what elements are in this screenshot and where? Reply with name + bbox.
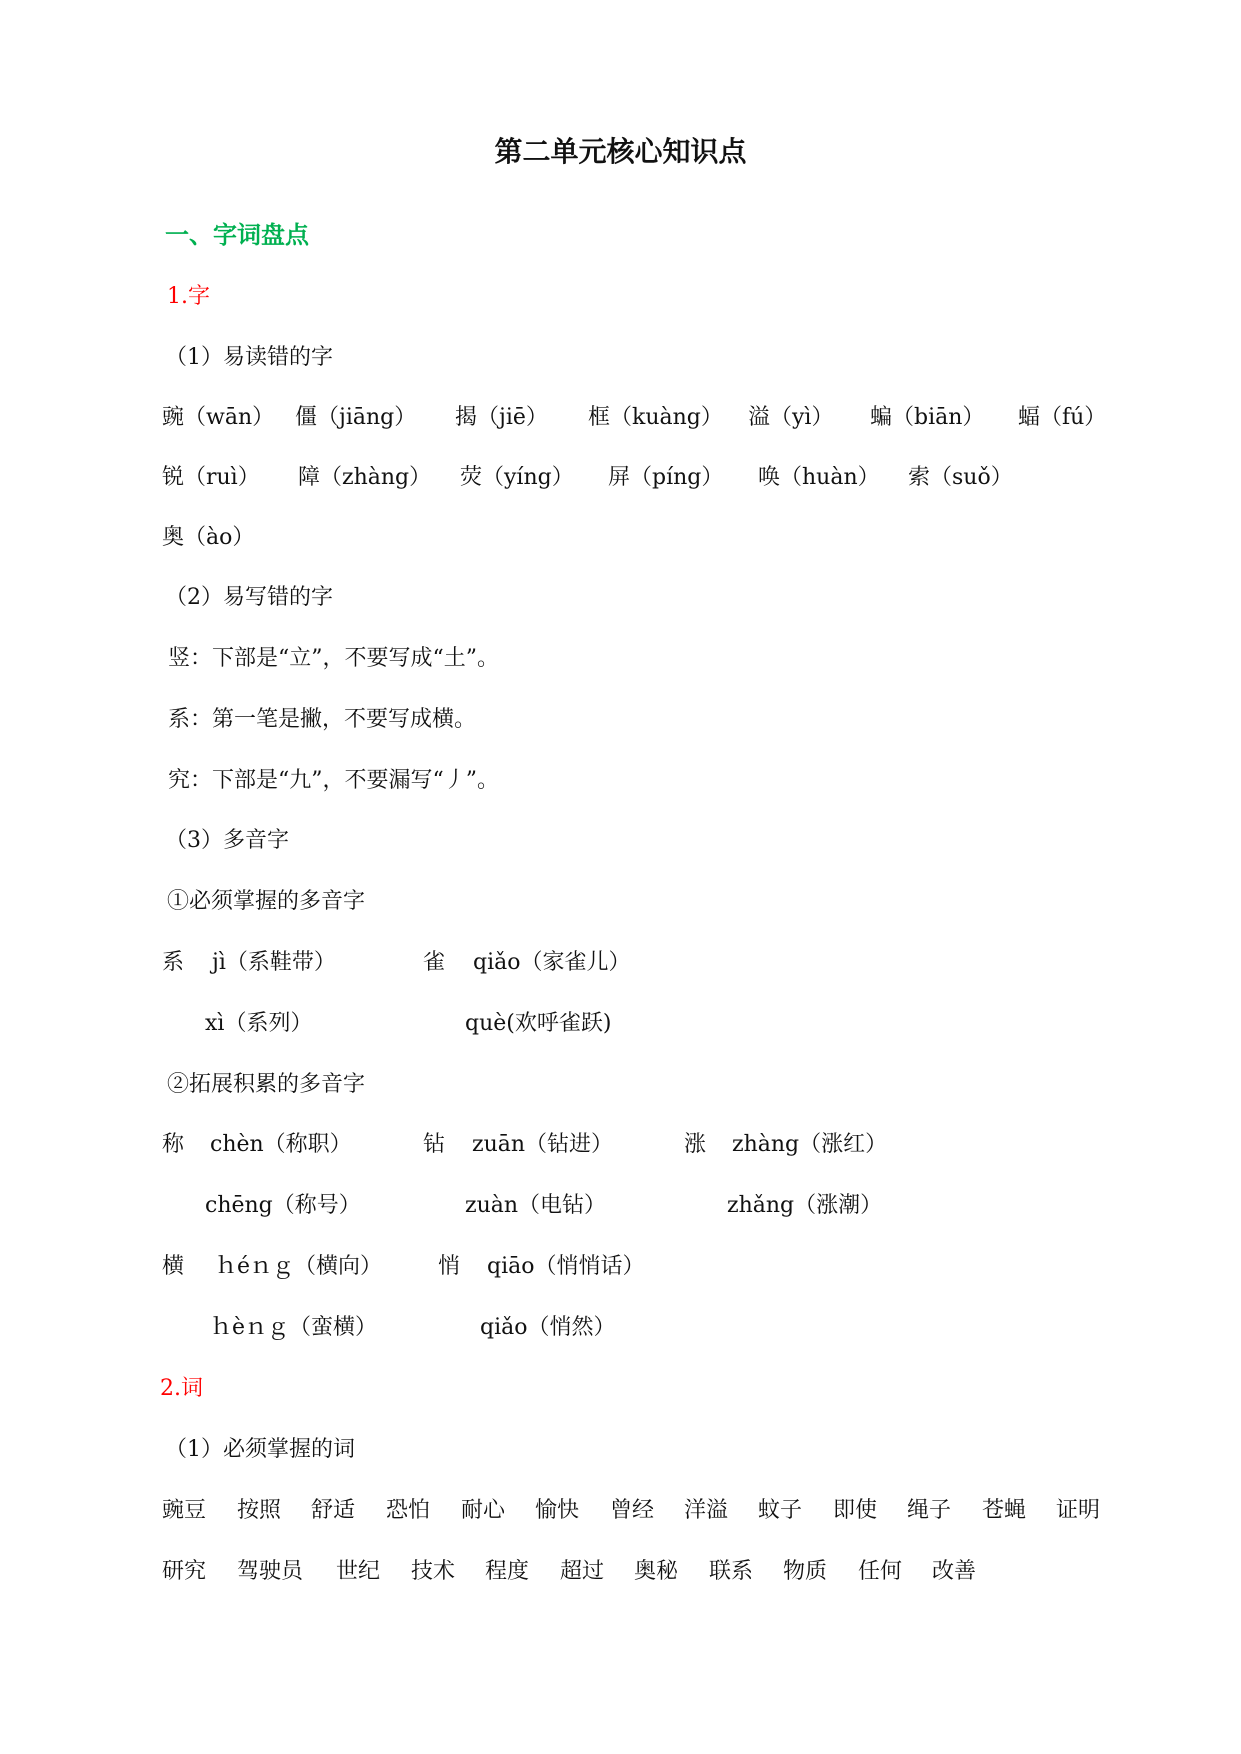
pinyin-item: 蝠（fú）	[1018, 405, 1107, 430]
word-item: 即使	[833, 1498, 878, 1523]
heading-must-words: （1）必须掌握的词	[165, 1437, 355, 1462]
polyphonic-reading: zhǎng（涨潮）	[727, 1193, 883, 1218]
pinyin-item: 奥（ào）	[162, 525, 255, 550]
polyphonic-reading: chēng（称号）	[205, 1193, 361, 1218]
word-item: 奥秘	[634, 1559, 679, 1584]
word-item: 研究	[162, 1559, 207, 1584]
word-item: 舒适	[311, 1498, 356, 1523]
pinyin-item: 屏（píng）	[608, 465, 724, 490]
subsection-heading-words: 2.词	[160, 1376, 203, 1401]
word-item: 驾驶员	[237, 1559, 304, 1584]
word-item: 程度	[485, 1559, 530, 1584]
polyphonic-char: 系	[162, 950, 185, 975]
polyphonic-reading: qiǎo（家雀儿）	[473, 950, 631, 975]
easy-write-item: 竖：下部是“立”，不要写成“土”。	[168, 646, 499, 671]
word-item: 任何	[858, 1559, 903, 1584]
easy-write-item: 究：下部是“九”，不要漏写“丿”。	[168, 768, 499, 793]
word-item: 技术	[411, 1559, 456, 1584]
word-item: 超过	[560, 1559, 605, 1584]
word-item: 豌豆	[162, 1498, 207, 1523]
subsection-heading-characters: 1.字	[167, 284, 210, 309]
word-item: 按照	[237, 1498, 282, 1523]
pinyin-item: 溢（yì）	[748, 405, 834, 430]
polyphonic-reading: ｈéｎｇ（横向）	[215, 1254, 383, 1279]
polyphonic-char: 横	[162, 1254, 185, 1279]
pinyin-item: 索（suǒ）	[908, 465, 1013, 490]
pinyin-item: 框（kuàng）	[588, 405, 723, 430]
pinyin-item: 豌（wān）	[162, 405, 275, 430]
polyphonic-reading: chèn（称职）	[210, 1132, 352, 1157]
polyphonic-reading: qiǎo（悄然）	[480, 1315, 616, 1340]
word-item: 改善	[932, 1559, 977, 1584]
polyphonic-reading: zuān（钻进）	[472, 1132, 614, 1157]
polyphonic-reading: ｈèｎｇ（蛮横）	[210, 1315, 378, 1340]
word-item: 证明	[1056, 1498, 1101, 1523]
pinyin-item: 唤（huàn）	[758, 465, 880, 490]
polyphonic-reading: què(欢呼雀跃)	[465, 1011, 612, 1036]
heading-easy-read: （1）易读错的字	[165, 345, 333, 370]
pinyin-item: 荧（yíng）	[460, 465, 574, 490]
word-item: 世纪	[336, 1559, 381, 1584]
heading-polyphonic: （3）多音字	[165, 828, 289, 853]
pinyin-item: 僵（jiāng）	[295, 405, 417, 430]
word-item: 耐心	[461, 1498, 506, 1523]
heading-must-polyphonic: ①必须掌握的多音字	[167, 889, 366, 914]
polyphonic-char: 涨	[684, 1132, 707, 1157]
heading-extend-polyphonic: ②拓展积累的多音字	[167, 1072, 366, 1097]
word-item: 绳子	[907, 1498, 952, 1523]
polyphonic-reading: zhàng（涨红）	[732, 1132, 888, 1157]
word-item: 苍蝇	[982, 1498, 1027, 1523]
word-item: 愉快	[535, 1498, 580, 1523]
word-item: 蚊子	[758, 1498, 803, 1523]
word-item: 曾经	[610, 1498, 655, 1523]
page-title: 第二单元核心知识点	[494, 135, 747, 168]
polyphonic-reading: zuàn（电钻）	[465, 1193, 607, 1218]
polyphonic-char: 称	[162, 1132, 185, 1157]
polyphonic-reading: qiāo（悄悄话）	[487, 1254, 645, 1279]
word-item: 洋溢	[684, 1498, 729, 1523]
word-item: 物质	[783, 1559, 828, 1584]
pinyin-item: 揭（jiē）	[455, 405, 548, 430]
easy-write-item: 系：第一笔是撇，不要写成横。	[168, 707, 477, 732]
section-heading-vocabulary: 一、字词盘点	[165, 221, 309, 249]
heading-easy-write: （2）易写错的字	[165, 585, 333, 610]
word-item: 联系	[709, 1559, 754, 1584]
word-item: 恐怕	[386, 1498, 431, 1523]
pinyin-item: 障（zhàng）	[298, 465, 432, 490]
polyphonic-char: 悄	[438, 1254, 461, 1279]
pinyin-item: 锐（ruì）	[162, 465, 260, 490]
polyphonic-char: 雀	[423, 950, 446, 975]
pinyin-item: 蝙（biān）	[870, 405, 985, 430]
polyphonic-reading: xì（系列）	[205, 1011, 313, 1036]
polyphonic-char: 钻	[423, 1132, 446, 1157]
polyphonic-reading: jì（系鞋带）	[212, 950, 336, 975]
